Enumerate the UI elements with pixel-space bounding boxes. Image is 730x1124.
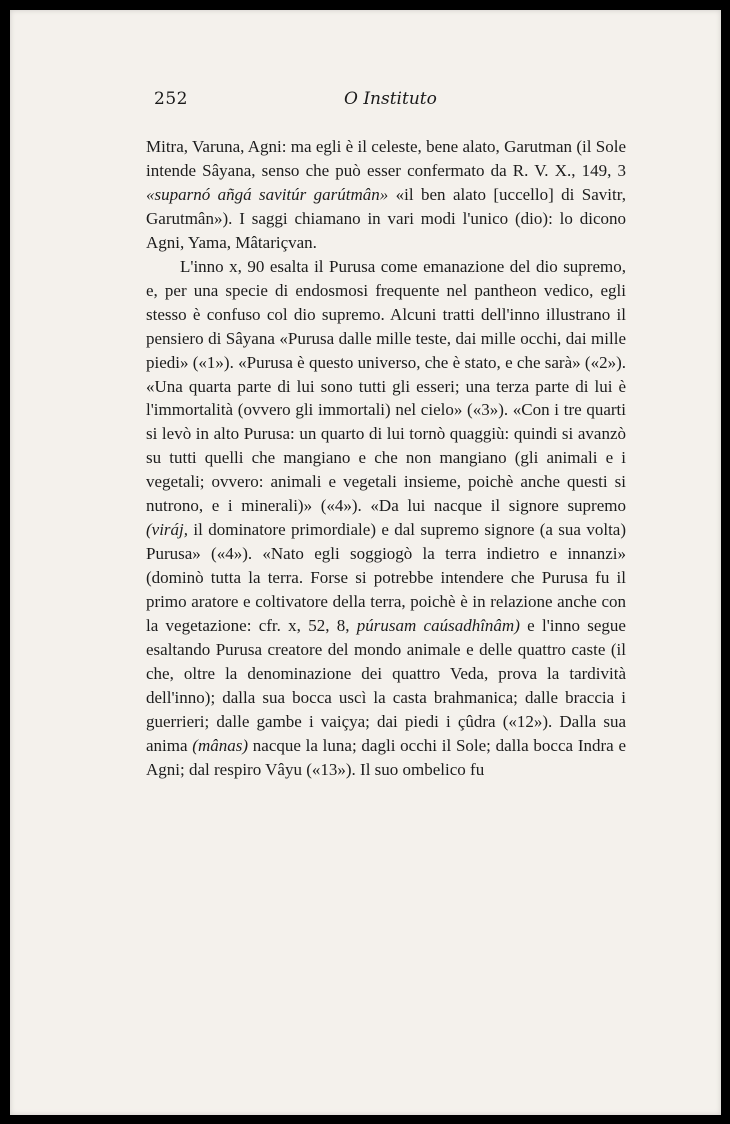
running-title: O Instituto — [344, 89, 437, 109]
page-number: 252 — [154, 89, 188, 109]
text-run: nacque la luna; dagli occhi il Sole; dalla bocca Indra e Agni; dal respiro Vâyu («13»). Il suo ombelico fu — [146, 735, 626, 779]
paragraph-1 — [146, 135, 626, 255]
body-text — [146, 135, 626, 782]
paragraph-2 — [146, 255, 626, 782]
text-run: il dominatore primordiale) e dal supremo signore (a sua volta) Purusa» («4»). «Nato egli soggiogò la terra indietro e innanzi» (dominò tutta la terra. Forse si potrebbe intendere che Purusa fu il primo aratore e coltivatore della terra, poichè è in relazione anche con la vegetazione: cfr. x, 52, 8, — [146, 520, 626, 636]
italic-term: púrusam caúsadhînâm) — [356, 616, 520, 636]
page-header — [10, 89, 721, 113]
italic-term: (mânas) — [192, 735, 249, 755]
text-run: Mitra, Varuna, Agni: ma egli è il celeste, bene alato, Garutman (il Sole intende Sâyana, senso che può esser confermato da R. V. X., 149, 3 — [146, 137, 626, 180]
italic-quote: «suparnó añgá savitúr garútmân» — [146, 184, 389, 204]
book-page — [10, 10, 721, 1115]
text-run: e l'inno segue esaltando Purusa creatore del mondo animale e delle quattro caste (il che, oltre la denominazione dei quattro Veda, prova la tardività dell'inno); dalla sua bocca uscì la casta brahmanica; dalle braccia i guerrieri; dalle gambe i vaiçya; dai piedi i çûdra («12»). Dalla sua anima — [146, 616, 626, 755]
italic-term: (viráj, — [146, 520, 189, 540]
text-run: L'inno x, 90 esalta il Purusa come emanazione del dio supremo, e, per una specie di endosmosi frequente nel pantheon vedico, egli stesso è confuso col dio supremo. Alcuni tratti dell'inno illustrano il pensiero di Sâyana «Purusa dalle mille teste, dai mille occhi, dai mille piedi» («1»). «Purusa è questo universo, che è stato, e che sarà» («2»). «Una quarta parte di lui sono tutti gli esseri; una terza parte di lui è l'immortalità (ovvero gli immortali) nel cielo» («3»). «Con i tre quarti si levò in alto Purusa: un quarto di lui tornò quaggiù: quindi si avanzò su tutti quelli che mangiano e che non mangiano (gli animali e i vegetali; ovvero: animali e vegetali insieme, poichè anche questi si nutrono, e i minerali)» («4»). «Da lui nacque il signore supremo — [146, 256, 626, 516]
text-run: «il ben alato [uccello] di Savitr, Garutmân»). I saggi chiamano in vari modi l'unico (dio): lo dicono Agni, Yama, Mâtariçvan. — [146, 184, 626, 252]
